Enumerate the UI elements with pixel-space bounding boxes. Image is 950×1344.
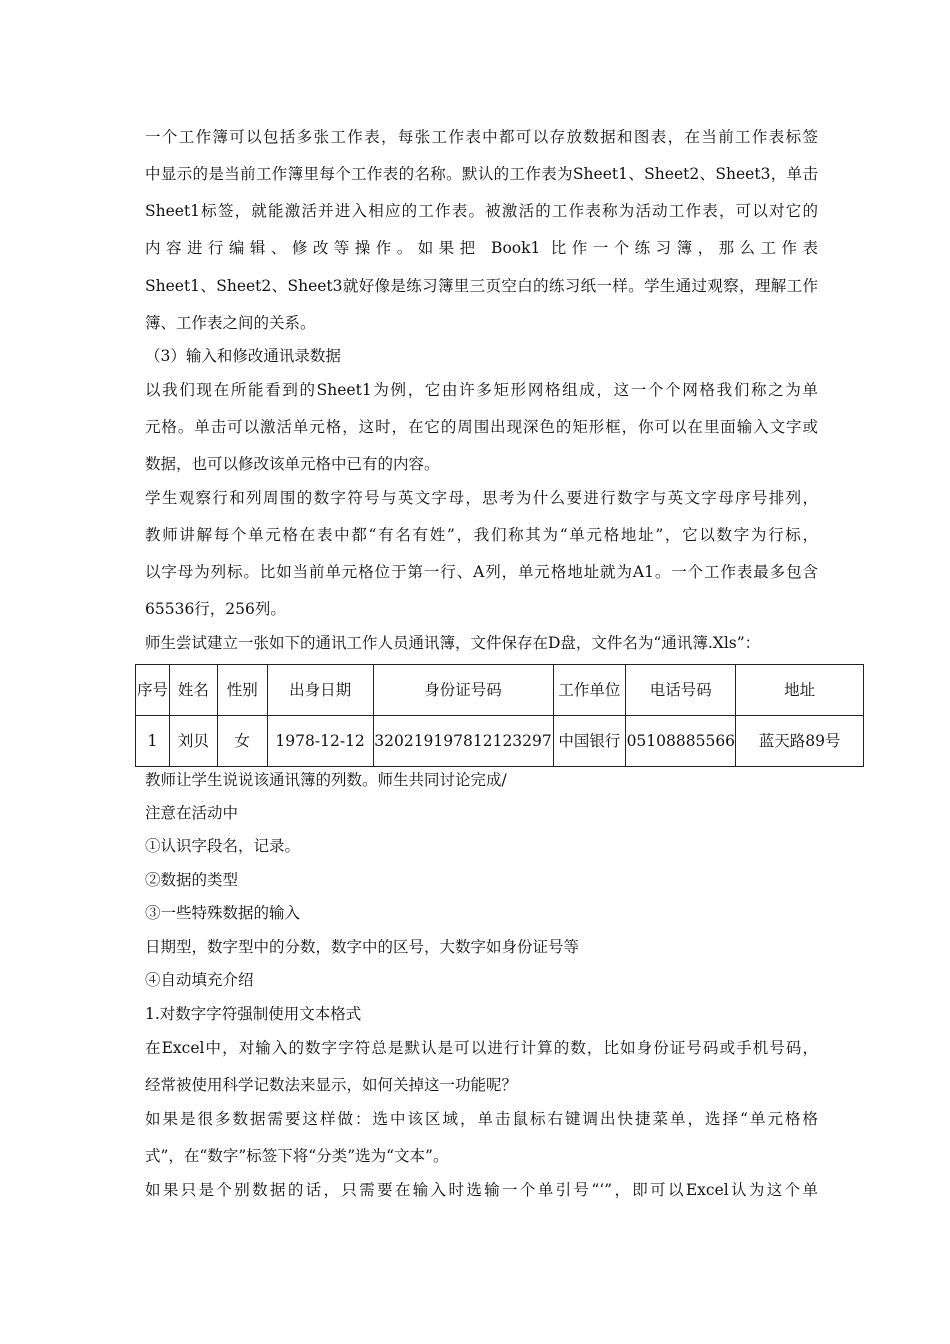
- paragraph-line: 中显示的是当前工作簿里每个工作表的名称。默认的工作表为Sheet1、Sheet2、Sheet3，单击: [145, 165, 818, 183]
- list-item: ①认识字段名，记录。: [145, 837, 301, 855]
- paragraph-line: 一个工作簿可以包括多张工作表，每张工作表中都可以存放数据和图表，在当前工作表标签: [145, 128, 818, 146]
- paragraph-line: 簿、工作表之间的关系。: [145, 314, 316, 332]
- table-header-cell: 性别: [217, 665, 267, 716]
- paragraph-line: 注意在活动中: [145, 804, 239, 822]
- paragraph-line: 教师让学生说说该通讯簿的列数。师生共同讨论完成/: [145, 771, 507, 789]
- paragraph-line: 式”，在“数字”标签下将“分类”选为“文本”。: [145, 1147, 449, 1165]
- paragraph-line: Sheet1标签，就能激活并进入相应的工作表。被激活的工作表称为活动工作表，可以对它的: [145, 202, 818, 220]
- paragraph-line: Sheet1、Sheet2、Sheet3就好像是练习簿里三页空白的练习纸一样。学生通过观察，理解工作: [145, 277, 818, 295]
- paragraph-line: 教师讲解每个单元格在表中都“有名有姓”，我们称其为“单元格地址”，它以数字为行标，: [145, 526, 818, 544]
- paragraph-line: 日期型，数字型中的分数，数字中的区号，大数字如身份证号等: [145, 938, 580, 956]
- table-cell: 1978-12-12: [267, 716, 373, 767]
- table-header-cell: 电话号码: [626, 665, 736, 716]
- list-item: ②数据的类型: [145, 871, 239, 889]
- section-heading: （3）输入和修改通讯录数据: [145, 347, 341, 365]
- paragraph-line: 在Excel中，对输入的数字字符总是默认是可以进行计算的数，比如身份证号码或手机号码，: [145, 1039, 818, 1057]
- paragraph-line: 数据，也可以修改该单元格中已有的内容。: [145, 455, 440, 473]
- paragraph-line: 学生观察行和列周围的数字符号与英文字母，思考为什么要进行数字与英文字母序号排列，: [145, 489, 818, 507]
- paragraph-line: 65536行，256列。: [145, 600, 286, 618]
- table-cell: 女: [217, 716, 267, 767]
- table-cell: 1: [136, 716, 170, 767]
- table-header-cell: 地址: [736, 665, 864, 716]
- table-cell: 蓝天路89号: [736, 716, 864, 767]
- contact-table: [135, 664, 864, 767]
- paragraph-line: 内容进行编辑、修改等操作。如果把 Book1 比作一个练习簿，那么工作表: [145, 239, 818, 257]
- paragraph-line: 经常被使用科学记数法来显示，如何关掉这一功能呢？: [145, 1076, 518, 1094]
- table-cell: 320219197812123297: [373, 716, 553, 767]
- paragraph-line: 如果是很多数据需要这样做：选中该区域，单击鼠标右键调出快捷菜单，选择“单元格格: [145, 1110, 818, 1128]
- table-row: [136, 716, 864, 767]
- table-header-row: [136, 665, 864, 716]
- paragraph-line: 元格。单击可以激活单元格，这时，在它的周围出现深色的矩形框，你可以在里面输入文字或: [145, 418, 818, 436]
- table-cell: 刘贝: [169, 716, 217, 767]
- table-header-cell: 工作单位: [553, 665, 626, 716]
- table-header-cell: 姓名: [169, 665, 217, 716]
- paragraph-line: 如果只是个别数据的话，只需要在输入时选输一个单引号“‘”，即可以Excel认为这个单: [145, 1181, 818, 1199]
- list-item: ④自动填充介绍: [145, 971, 254, 989]
- paragraph-line: 以我们现在所能看到的Sheet1为例，它由许多矩形网格组成，这一个个网格我们称之为单: [145, 381, 818, 399]
- table-cell: 中国银行: [553, 716, 626, 767]
- paragraph-line: 师生尝试建立一张如下的通讯工作人员通讯簿，文件保存在D盘，文件名为“通讯簿.Xls”：: [145, 634, 761, 652]
- table-header-cell: 出身日期: [267, 665, 373, 716]
- list-item: ③一些特殊数据的输入: [145, 904, 301, 922]
- section-heading: 1.对数字字符强制使用文本格式: [145, 1005, 362, 1023]
- paragraph-line: 以字母为列标。比如当前单元格位于第一行、A列，单元格地址就为A1。一个工作表最多包含: [145, 563, 818, 581]
- table-cell: 05108885566: [626, 716, 736, 767]
- table-header-cell: 身份证号码: [373, 665, 553, 716]
- table-header-cell: 序号: [136, 665, 170, 716]
